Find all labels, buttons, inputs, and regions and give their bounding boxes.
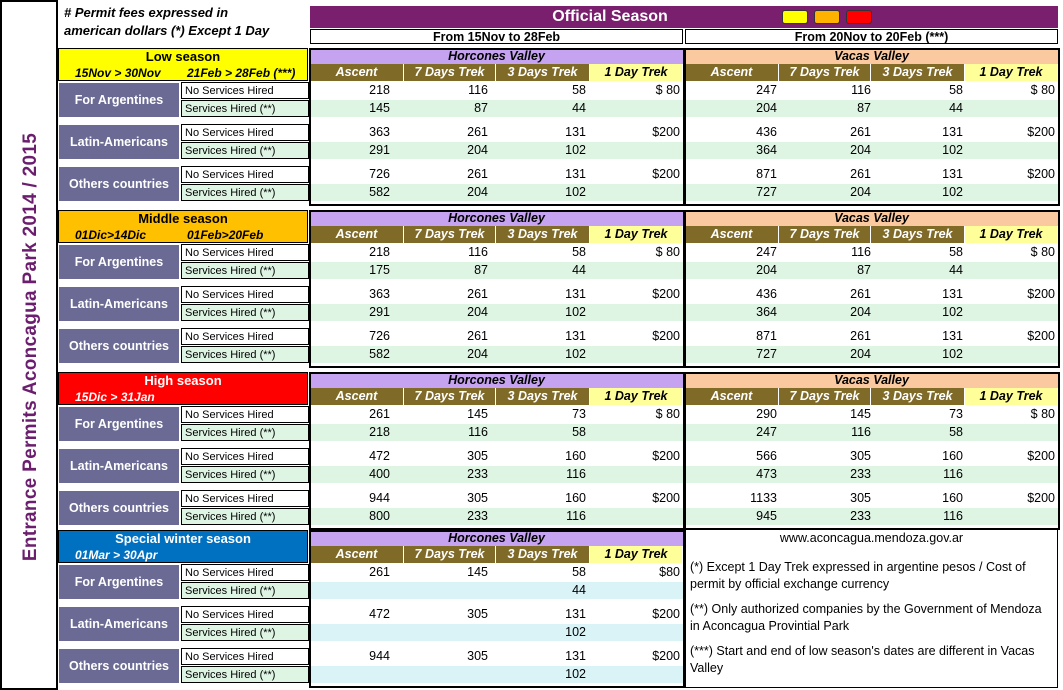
horcones-fee-row — [310, 100, 683, 117]
fee-value: 473 — [756, 467, 777, 481]
fee-value: 131 — [565, 167, 586, 181]
fee-value: 131 — [565, 329, 586, 343]
horcones-fee-row — [310, 648, 683, 665]
column-header: Ascent — [310, 388, 404, 405]
services-hired-label: Services Hired (**) — [181, 304, 309, 321]
fee-value: $200 — [1027, 329, 1055, 343]
vacas-fee-row — [685, 244, 1058, 261]
services-hired-label: Services Hired (**) — [181, 666, 309, 683]
fee-value: 116 — [943, 467, 963, 481]
fee-value: 305 — [850, 491, 871, 505]
fee-value: 44 — [572, 101, 586, 115]
horcones-fee-row — [310, 582, 683, 599]
column-header: Ascent — [685, 388, 779, 405]
fee-value: 102 — [942, 305, 963, 319]
no-services-label: No Services Hired — [181, 124, 309, 141]
column-header: 1 Day Trek — [965, 388, 1058, 405]
fee-value: 131 — [565, 649, 586, 663]
fee-value: $200 — [1027, 491, 1055, 505]
column-header: 3 Days Trek — [871, 388, 965, 405]
column-header: 3 Days Trek — [871, 64, 965, 81]
fee-value: 58 — [572, 425, 586, 439]
fee-value: 116 — [468, 83, 488, 97]
fee-value: 58 — [949, 83, 963, 97]
horcones-fee-row — [310, 262, 683, 279]
fee-value: 116 — [566, 467, 586, 481]
info-box — [685, 528, 1058, 688]
services-hired-label: Services Hired (**) — [181, 582, 309, 599]
fee-value: 800 — [369, 509, 390, 523]
vacas-fee-row — [685, 262, 1058, 279]
fee-value: $200 — [652, 649, 680, 663]
fee-value: 727 — [756, 347, 777, 361]
fee-value: 102 — [565, 667, 586, 681]
fee-value: $200 — [1027, 125, 1055, 139]
fee-value: 160 — [565, 491, 586, 505]
fee-value: 58 — [949, 245, 963, 259]
region-label: Latin-Americans — [58, 286, 180, 322]
fee-value: 58 — [949, 425, 963, 439]
fee-value: $200 — [1027, 167, 1055, 181]
services-hired-label: Services Hired (**) — [181, 184, 309, 201]
fee-value: 58 — [572, 245, 586, 259]
season-header — [58, 210, 308, 243]
region-label: Others countries — [58, 490, 180, 526]
horcones-fee-row — [310, 666, 683, 683]
fee-value: 1133 — [750, 491, 777, 505]
services-hired-label: Services Hired (**) — [181, 466, 309, 483]
fee-value: 944 — [369, 491, 390, 505]
fee-value: 261 — [467, 329, 488, 343]
fee-value: 73 — [949, 407, 963, 421]
column-header: 1 Day Trek — [965, 64, 1058, 81]
column-header: Ascent — [685, 64, 779, 81]
fee-value: 218 — [369, 245, 390, 259]
region-label: For Argentines — [58, 244, 180, 280]
high-season-chip — [846, 10, 872, 24]
column-header: 7 Days Trek — [779, 226, 871, 243]
column-header: 1 Day Trek — [965, 226, 1058, 243]
fee-value: 145 — [467, 565, 488, 579]
fee-value: 204 — [756, 263, 777, 277]
season-name: Low season — [145, 49, 221, 64]
column-header: 7 Days Trek — [404, 388, 496, 405]
low-season-chip — [782, 10, 808, 24]
region-label: Others countries — [58, 166, 180, 202]
horcones-fee-row — [310, 328, 683, 345]
fee-value: 871 — [756, 329, 777, 343]
note-authorized-companies: (**) Only authorized companies by the Government of Mendoza in Aconcagua Provintial Park — [690, 602, 1042, 633]
fee-value: 436 — [756, 287, 777, 301]
fee-value: 218 — [369, 425, 390, 439]
column-header: 3 Days Trek — [871, 226, 965, 243]
fee-value: 160 — [565, 449, 586, 463]
vacas-fee-row — [685, 82, 1058, 99]
fee-value: 131 — [942, 167, 963, 181]
horcones-fee-row — [310, 142, 683, 159]
fee-value: 726 — [369, 167, 390, 181]
vacas-fee-row — [685, 490, 1058, 507]
fee-value: 204 — [467, 305, 488, 319]
column-header: 3 Days Trek — [496, 64, 590, 81]
official-season-title: Official Season — [552, 8, 668, 25]
vacas-fee-row — [685, 184, 1058, 201]
fee-value: $200 — [652, 607, 680, 621]
fee-value: 131 — [565, 287, 586, 301]
no-services-label: No Services Hired — [181, 448, 309, 465]
fee-value: 305 — [467, 449, 488, 463]
fee-value: $200 — [1027, 449, 1055, 463]
fee-value: 261 — [369, 565, 390, 579]
fee-value: 145 — [369, 101, 390, 115]
fee-value: 160 — [942, 491, 963, 505]
vacas-fee-row — [685, 166, 1058, 183]
column-header: Ascent — [310, 64, 404, 81]
official-season-bar — [310, 6, 1058, 28]
horcones-fee-row — [310, 606, 683, 623]
season-name: Middle season — [138, 211, 228, 226]
horcones-fee-row — [310, 508, 683, 525]
fee-value: 291 — [369, 305, 390, 319]
fee-value: 945 — [756, 509, 777, 523]
vertical-title-box — [0, 0, 58, 690]
fee-value: 233 — [850, 467, 871, 481]
fee-value: 145 — [467, 407, 488, 421]
horcones-valley-header: Horcones Valley — [310, 210, 683, 226]
season-date-2: 21Feb > 28Feb (***) — [187, 66, 296, 80]
fee-value: 727 — [756, 185, 777, 199]
horcones-fee-row — [310, 624, 683, 641]
horcones-fee-row — [310, 490, 683, 507]
fee-value: 261 — [850, 125, 871, 139]
no-services-label: No Services Hired — [181, 564, 309, 581]
horcones-fee-row — [310, 406, 683, 423]
season-header — [58, 372, 308, 405]
fee-value: 204 — [756, 101, 777, 115]
season-header — [58, 48, 308, 81]
season-date-2: 01Feb>20Feb — [187, 228, 264, 242]
fee-value: 247 — [756, 245, 777, 259]
column-header: 1 Day Trek — [590, 226, 683, 243]
fee-value: 582 — [369, 185, 390, 199]
horcones-fee-row — [310, 184, 683, 201]
horcones-period: From 15Nov to 28Feb — [310, 29, 683, 44]
fee-value: 204 — [850, 347, 871, 361]
vacas-fee-row — [685, 142, 1058, 159]
no-services-label: No Services Hired — [181, 406, 309, 423]
fee-value: 363 — [369, 287, 390, 301]
horcones-fee-row — [310, 244, 683, 261]
fee-value: 44 — [572, 263, 586, 277]
vacas-valley-header: Vacas Valley — [685, 48, 1058, 64]
fee-value: 87 — [474, 263, 488, 277]
fee-value: 305 — [467, 649, 488, 663]
column-header: 1 Day Trek — [590, 388, 683, 405]
region-label: Others countries — [58, 648, 180, 684]
fee-value: 116 — [468, 425, 488, 439]
column-header: 1 Day Trek — [590, 546, 683, 563]
season-date-1: 01Dic>14Dic — [75, 228, 147, 242]
fee-value: 247 — [756, 425, 777, 439]
fee-value: $200 — [652, 491, 680, 505]
fee-value: 871 — [756, 167, 777, 181]
region-label: For Argentines — [58, 406, 180, 442]
column-header: Ascent — [310, 546, 404, 563]
fee-value: 566 — [756, 449, 777, 463]
fee-value: $ 80 — [1030, 407, 1055, 421]
fee-value: 204 — [850, 143, 871, 157]
fee-value: 116 — [851, 245, 871, 259]
fee-value: 131 — [565, 125, 586, 139]
fee-value: 261 — [850, 329, 871, 343]
fee-value: 131 — [942, 329, 963, 343]
fee-value: 116 — [566, 509, 586, 523]
vacas-fee-row — [685, 448, 1058, 465]
vacas-valley-header: Vacas Valley — [685, 210, 1058, 226]
fee-value: 175 — [369, 263, 390, 277]
fees-note — [58, 4, 308, 40]
fee-value: 116 — [943, 509, 963, 523]
fee-value: 305 — [850, 449, 871, 463]
horcones-valley-header: Horcones Valley — [310, 372, 683, 388]
vacas-fee-row — [685, 424, 1058, 441]
region-label: Others countries — [58, 328, 180, 364]
fee-value: 102 — [565, 347, 586, 361]
fee-value: $200 — [652, 329, 680, 343]
services-hired-label: Services Hired (**) — [181, 142, 309, 159]
fee-value: $ 80 — [655, 245, 680, 259]
fee-value: 116 — [851, 83, 871, 97]
column-header: 7 Days Trek — [404, 546, 496, 563]
no-services-label: No Services Hired — [181, 244, 309, 261]
fee-value: 582 — [369, 347, 390, 361]
no-services-label: No Services Hired — [181, 328, 309, 345]
fee-value: 44 — [949, 263, 963, 277]
season-header — [58, 530, 308, 563]
fee-value: 291 — [369, 143, 390, 157]
fee-value: $200 — [652, 449, 680, 463]
column-header: 7 Days Trek — [404, 226, 496, 243]
horcones-fee-row — [310, 286, 683, 303]
fee-value: $80 — [659, 565, 680, 579]
season-name: High season — [144, 373, 222, 388]
horcones-fee-row — [310, 304, 683, 321]
column-header: 3 Days Trek — [496, 546, 590, 563]
no-services-label: No Services Hired — [181, 648, 309, 665]
services-hired-label: Services Hired (**) — [181, 100, 309, 117]
services-hired-label: Services Hired (**) — [181, 508, 309, 525]
fee-value: 58 — [572, 565, 586, 579]
horcones-fee-row — [310, 82, 683, 99]
vacas-valley-header: Vacas Valley — [685, 372, 1058, 388]
fee-value: $ 80 — [655, 83, 680, 97]
horcones-fee-row — [310, 448, 683, 465]
season-date-1: 01Mar > 30Apr — [75, 548, 158, 562]
fee-value: 233 — [467, 467, 488, 481]
horcones-fee-row — [310, 124, 683, 141]
fee-value: $ 80 — [1030, 83, 1055, 97]
fee-value: 204 — [467, 347, 488, 361]
season-name: Special winter season — [115, 531, 251, 546]
fee-value: 472 — [369, 607, 390, 621]
fee-value: 261 — [467, 167, 488, 181]
column-header: 1 Day Trek — [590, 64, 683, 81]
fees-note-line-2: american dollars (*) Except 1 Day — [64, 23, 270, 38]
fee-value: 290 — [756, 407, 777, 421]
services-hired-label: Services Hired (**) — [181, 624, 309, 641]
fee-value: $200 — [1027, 287, 1055, 301]
fee-value: 102 — [565, 305, 586, 319]
fee-value: $200 — [652, 125, 680, 139]
fee-value: 44 — [949, 101, 963, 115]
fee-value: 261 — [850, 287, 871, 301]
no-services-label: No Services Hired — [181, 166, 309, 183]
column-header: 7 Days Trek — [779, 64, 871, 81]
season-dates — [59, 389, 307, 406]
no-services-label: No Services Hired — [181, 82, 309, 99]
region-label: For Argentines — [58, 564, 180, 600]
website-url: www.aconcagua.mendoza.gov.ar — [779, 531, 964, 545]
horcones-fee-row — [310, 346, 683, 363]
horcones-fee-row — [310, 166, 683, 183]
vertical-title: Entrance Permits Aconcagua Park 2014 / 2015 — [20, 132, 41, 562]
fee-value: 102 — [565, 143, 586, 157]
season-dates — [59, 227, 307, 244]
fee-value: 472 — [369, 449, 390, 463]
column-header: 7 Days Trek — [779, 388, 871, 405]
fee-value: 364 — [756, 305, 777, 319]
no-services-label: No Services Hired — [181, 490, 309, 507]
no-services-label: No Services Hired — [181, 606, 309, 623]
vacas-fee-row — [685, 286, 1058, 303]
fee-value: 73 — [572, 407, 586, 421]
fee-value: 204 — [850, 185, 871, 199]
fee-value: 44 — [572, 583, 586, 597]
fee-value: $200 — [652, 287, 680, 301]
vacas-fee-row — [685, 100, 1058, 117]
vacas-fee-row — [685, 328, 1058, 345]
fee-value: 87 — [857, 263, 871, 277]
vacas-fee-row — [685, 346, 1058, 363]
fee-value: 204 — [467, 185, 488, 199]
fee-value: 726 — [369, 329, 390, 343]
services-hired-label: Services Hired (**) — [181, 262, 309, 279]
column-header: Ascent — [685, 226, 779, 243]
horcones-fee-row — [310, 564, 683, 581]
fee-value: $ 80 — [1030, 245, 1055, 259]
fee-value: 145 — [850, 407, 871, 421]
fee-value: 87 — [857, 101, 871, 115]
fee-value: 131 — [942, 287, 963, 301]
region-label: For Argentines — [58, 82, 180, 118]
fee-value: 131 — [942, 125, 963, 139]
fee-value: 131 — [565, 607, 586, 621]
season-date-1: 15Nov > 30Nov — [75, 66, 161, 80]
vacas-period: From 20Nov to 20Feb (***) — [685, 29, 1058, 44]
fee-value: 261 — [467, 125, 488, 139]
fee-value: 305 — [467, 491, 488, 505]
fee-value: 204 — [850, 305, 871, 319]
fee-value: 102 — [565, 185, 586, 199]
vacas-fee-row — [685, 508, 1058, 525]
note-vacas-low-season: (***) Start and end of low season's dates are different in Vacas Valley — [690, 644, 1035, 675]
fee-value: 261 — [850, 167, 871, 181]
fee-value: 218 — [369, 83, 390, 97]
fee-value: $200 — [652, 167, 680, 181]
vacas-fee-row — [685, 124, 1058, 141]
season-dates — [59, 547, 307, 564]
fees-note-line-1: # Permit fees expressed in — [64, 5, 229, 20]
horcones-fee-row — [310, 466, 683, 483]
note-except-one-day: (*) Except 1 Day Trek expressed in argentine pesos / Cost of permit by official exchange currency — [690, 560, 1026, 591]
region-label: Latin-Americans — [58, 606, 180, 642]
fee-value: 400 — [369, 467, 390, 481]
region-label: Latin-Americans — [58, 124, 180, 160]
fee-value: 436 — [756, 125, 777, 139]
fee-value: 204 — [467, 143, 488, 157]
vacas-fee-row — [685, 304, 1058, 321]
fee-value: 364 — [756, 143, 777, 157]
fee-value: 116 — [851, 425, 871, 439]
fee-value: 363 — [369, 125, 390, 139]
no-services-label: No Services Hired — [181, 286, 309, 303]
fee-value: 233 — [467, 509, 488, 523]
horcones-valley-header: Horcones Valley — [310, 48, 683, 64]
horcones-fee-row — [310, 424, 683, 441]
fee-value: 58 — [572, 83, 586, 97]
column-header: 7 Days Trek — [404, 64, 496, 81]
column-header: 3 Days Trek — [496, 388, 590, 405]
fee-value: 233 — [850, 509, 871, 523]
fee-value: 102 — [942, 185, 963, 199]
season-date-1: 15Dic > 31Jan — [75, 390, 155, 404]
services-hired-label: Services Hired (**) — [181, 424, 309, 441]
services-hired-label: Services Hired (**) — [181, 346, 309, 363]
fee-value: 261 — [369, 407, 390, 421]
fee-value: 102 — [942, 143, 963, 157]
column-header: Ascent — [310, 226, 404, 243]
fee-value: 160 — [942, 449, 963, 463]
fee-value: 116 — [468, 245, 488, 259]
fee-value: 944 — [369, 649, 390, 663]
fee-value: 305 — [467, 607, 488, 621]
fee-value: $ 80 — [655, 407, 680, 421]
vacas-fee-row — [685, 406, 1058, 423]
fee-value: 87 — [474, 101, 488, 115]
horcones-valley-header: Horcones Valley — [310, 530, 683, 546]
season-dates — [59, 65, 307, 82]
fee-value: 102 — [565, 625, 586, 639]
region-label: Latin-Americans — [58, 448, 180, 484]
vacas-fee-row — [685, 466, 1058, 483]
fee-value: 261 — [467, 287, 488, 301]
middle-season-chip — [814, 10, 840, 24]
column-header: 3 Days Trek — [496, 226, 590, 243]
fee-value: 102 — [942, 347, 963, 361]
fee-value: 247 — [756, 83, 777, 97]
